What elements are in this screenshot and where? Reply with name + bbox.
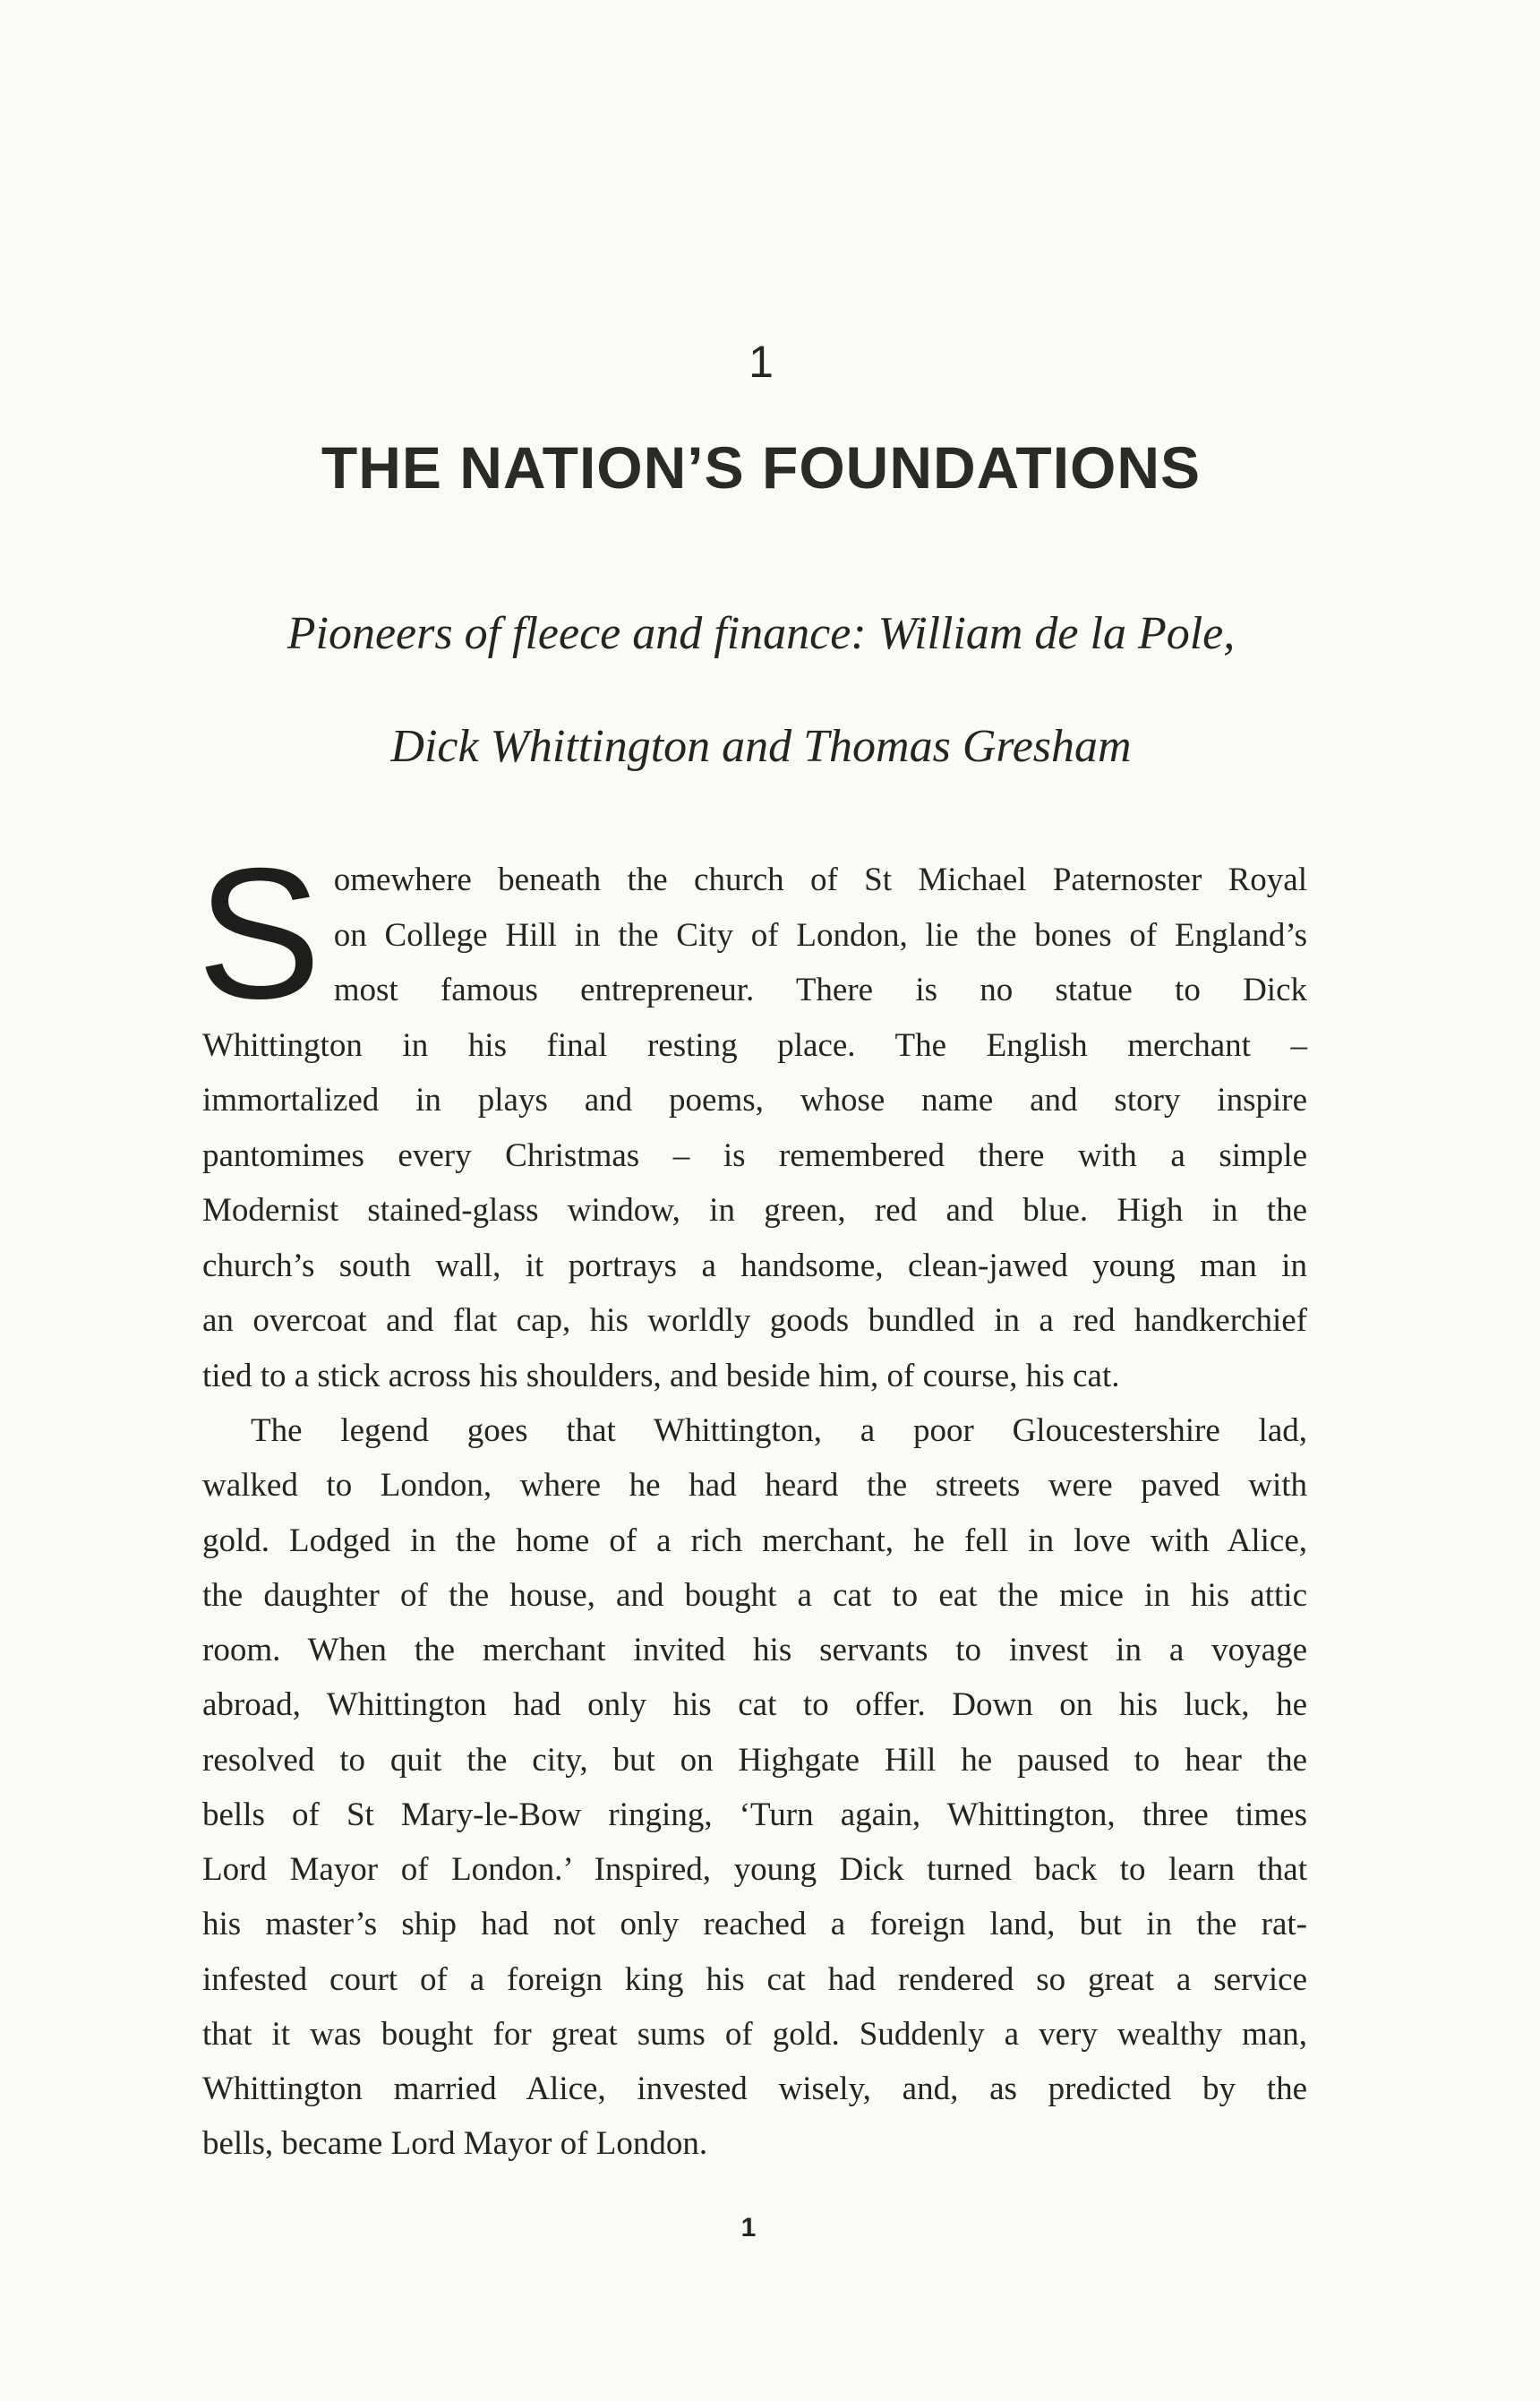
chapter-subtitle [0, 578, 1522, 803]
text-line: bells, became Lord Mayor of London. [202, 2125, 708, 2163]
text-line: the daughter of the house, and bought a cat to eat the mice in his attic [202, 1576, 1307, 1614]
text-line: that it was bought for great sums of gold. Suddenly a very wealthy man, [202, 2015, 1307, 2053]
text-line: on College Hill in the City of London, lie the bones of England’s [333, 916, 1307, 954]
text-line: omewhere beneath the church of St Michael Paternoster Royal [333, 862, 1307, 898]
text-line: most famous entrepreneur. There is no statue to Dick [333, 972, 1307, 1008]
text-line: resolved to quit the city, but on Highgate Hill he paused to hear the [202, 1741, 1307, 1779]
text-line: walked to London, where he had heard the streets were paved with [202, 1467, 1307, 1505]
drop-cap: S [197, 830, 321, 1038]
text-line: tied to a stick across his shoulders, and beside him, of course, his cat. [202, 1357, 1120, 1394]
text-line: The legend goes that Whittington, a poor Gloucestershire lad, [251, 1412, 1307, 1449]
text-line: his master’s ship had not only reached a foreign land, but in the rat- [202, 1906, 1307, 1943]
paragraph-2 [202, 1403, 1307, 2172]
text-line: Whittington married Alice, invested wisely, and, as predicted by the [202, 2071, 1307, 2107]
text-line: an overcoat and flat cap, his worldly goods bundled in a red handkerchief [202, 1302, 1307, 1339]
text-line: Lord Mayor of London.’ Inspired, young Dick turned back to learn that [202, 1851, 1307, 1888]
text-line: Modernist stained-glass window, in green, red and blue. High in the [202, 1192, 1307, 1229]
text-line: abroad, Whittington had only his cat to offer. Down on his luck, he [202, 1686, 1307, 1724]
text-line: church’s south wall, it portrays a handsome, clean-jawed young man in [202, 1247, 1307, 1284]
paragraph-1 [197, 830, 1307, 1403]
chapter-title: THE NATION’S FOUNDATIONS [321, 434, 1202, 501]
text-line: room. When the merchant invited his servants to invest in a voyage [202, 1632, 1307, 1668]
text-line: gold. Lodged in the home of a rich merchant, he fell in love with Alice, [202, 1522, 1307, 1559]
subtitle-line: Pioneers of fleece and finance: William de la Pole, [287, 608, 1236, 659]
text-line: infested court of a foreign king his cat had rendered so great a service [202, 1960, 1307, 1998]
text-line: bells of St Mary-le-Bow ringing, ‘Turn again, Whittington, three times [202, 1796, 1307, 1833]
text-line: immortalized in plays and poems, whose name and story inspire [202, 1082, 1307, 1119]
page-number: 1 [740, 2213, 757, 2242]
body-text [197, 830, 1307, 2172]
text-line: pantomimes every Christmas – is remembered there with a simple [202, 1136, 1307, 1174]
subtitle-line: Dick Whittington and Thomas Gresham [390, 721, 1132, 772]
text-line: Whittington in his final resting place. The English merchant – [202, 1026, 1307, 1064]
chapter-number: 1 [749, 337, 774, 387]
